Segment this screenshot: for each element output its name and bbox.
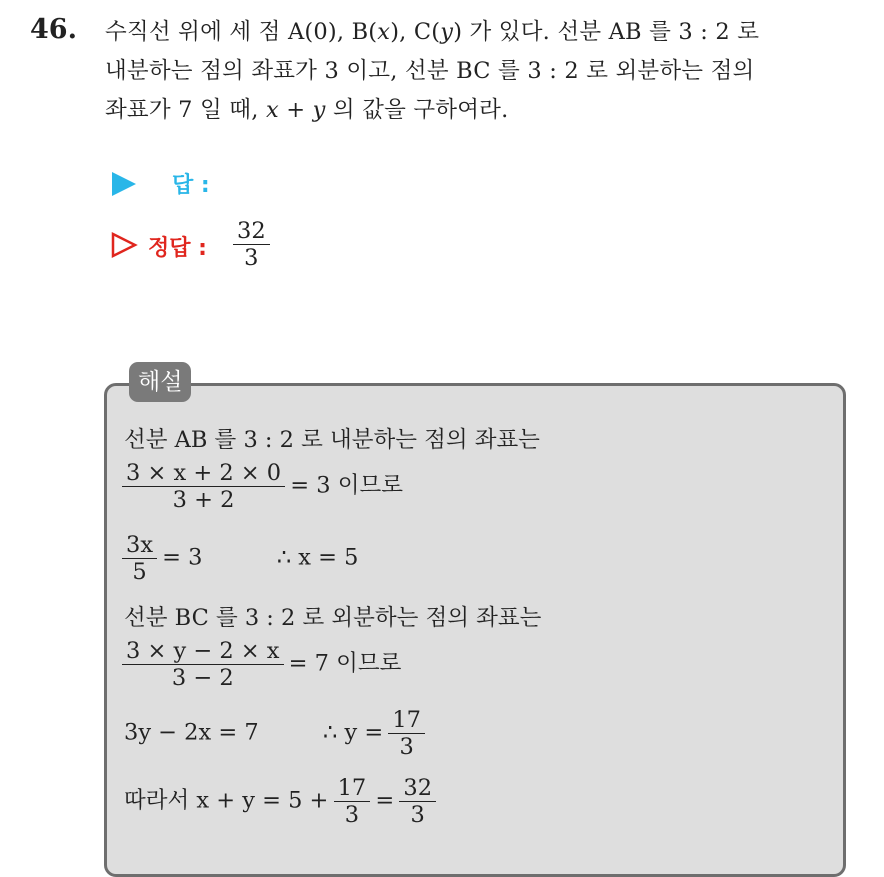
question-line-3 <box>105 92 508 124</box>
correct-answer-value <box>235 218 268 271</box>
question-text: 좌표가 7 일 때, <box>105 97 266 123</box>
question-text: ) 가 있다. 선분 AB 를 3 : 2 로 <box>453 19 760 45</box>
fraction: $\frac{17}{3}$ <box>336 775 369 828</box>
var-y: y <box>440 19 454 45</box>
correct-answer-label: 정답 : <box>148 236 207 261</box>
explanation-line-7: 따라서 x + y = 5 + $\frac{17}{3}$ = $\frac{32}{3}$ <box>124 775 434 828</box>
explanation-line-4: 선분 BC 를 3 : 2 로 외분하는 점의 좌표는 <box>124 605 542 631</box>
question-text: ), C( <box>390 19 441 45</box>
fraction: $\frac{17}{3}$ <box>390 707 423 760</box>
fraction: $\frac{3 \times y - 2 \times x}{3 - 2}$ <box>124 638 282 691</box>
question-line-2: 내분하는 점의 좌표가 3 이고, 선분 BC 를 3 : 2 로 외분하는 점의 <box>105 58 755 84</box>
explanation-tag: 해설 <box>129 362 191 402</box>
fraction: $\frac{32}{3}$ <box>401 775 434 828</box>
explanation-line-2: $\frac{3 \times x + 2 \times 0}{3 + 2}$ = 3 이므로 <box>124 460 403 513</box>
expr-x-plus-y: x + y <box>265 97 326 123</box>
question-text: 의 값을 구하여라. <box>325 97 509 123</box>
question-line-1 <box>105 14 759 46</box>
explanation-line-1: 선분 AB 를 3 : 2 로 내분하는 점의 좌표는 <box>124 427 540 453</box>
fraction: $\frac{32}{3}$ <box>235 218 268 271</box>
fraction: $\frac{3 \times x + 2 \times 0}{3 + 2}$ <box>124 460 283 513</box>
question-number: 46. <box>30 14 77 45</box>
question-text: 수직선 위에 세 점 A(0), B( <box>105 19 378 45</box>
fraction: $\frac{3x}{5}$ <box>124 532 155 585</box>
play-icon <box>112 172 136 196</box>
explanation-line-5: $\frac{3 \times y - 2 \times x}{3 - 2}$ = 7 이므로 <box>124 638 401 691</box>
answer-label: 답 : <box>172 173 210 198</box>
explanation-line-3: $\frac{3x}{5}$ = 3 ∴ x = 5 <box>124 532 358 585</box>
explanation-line-6: 3y − 2x = 7 ∴ y = $\frac{17}{3}$ <box>124 707 423 760</box>
play-outline-icon <box>110 231 138 259</box>
var-x: x <box>377 19 391 45</box>
